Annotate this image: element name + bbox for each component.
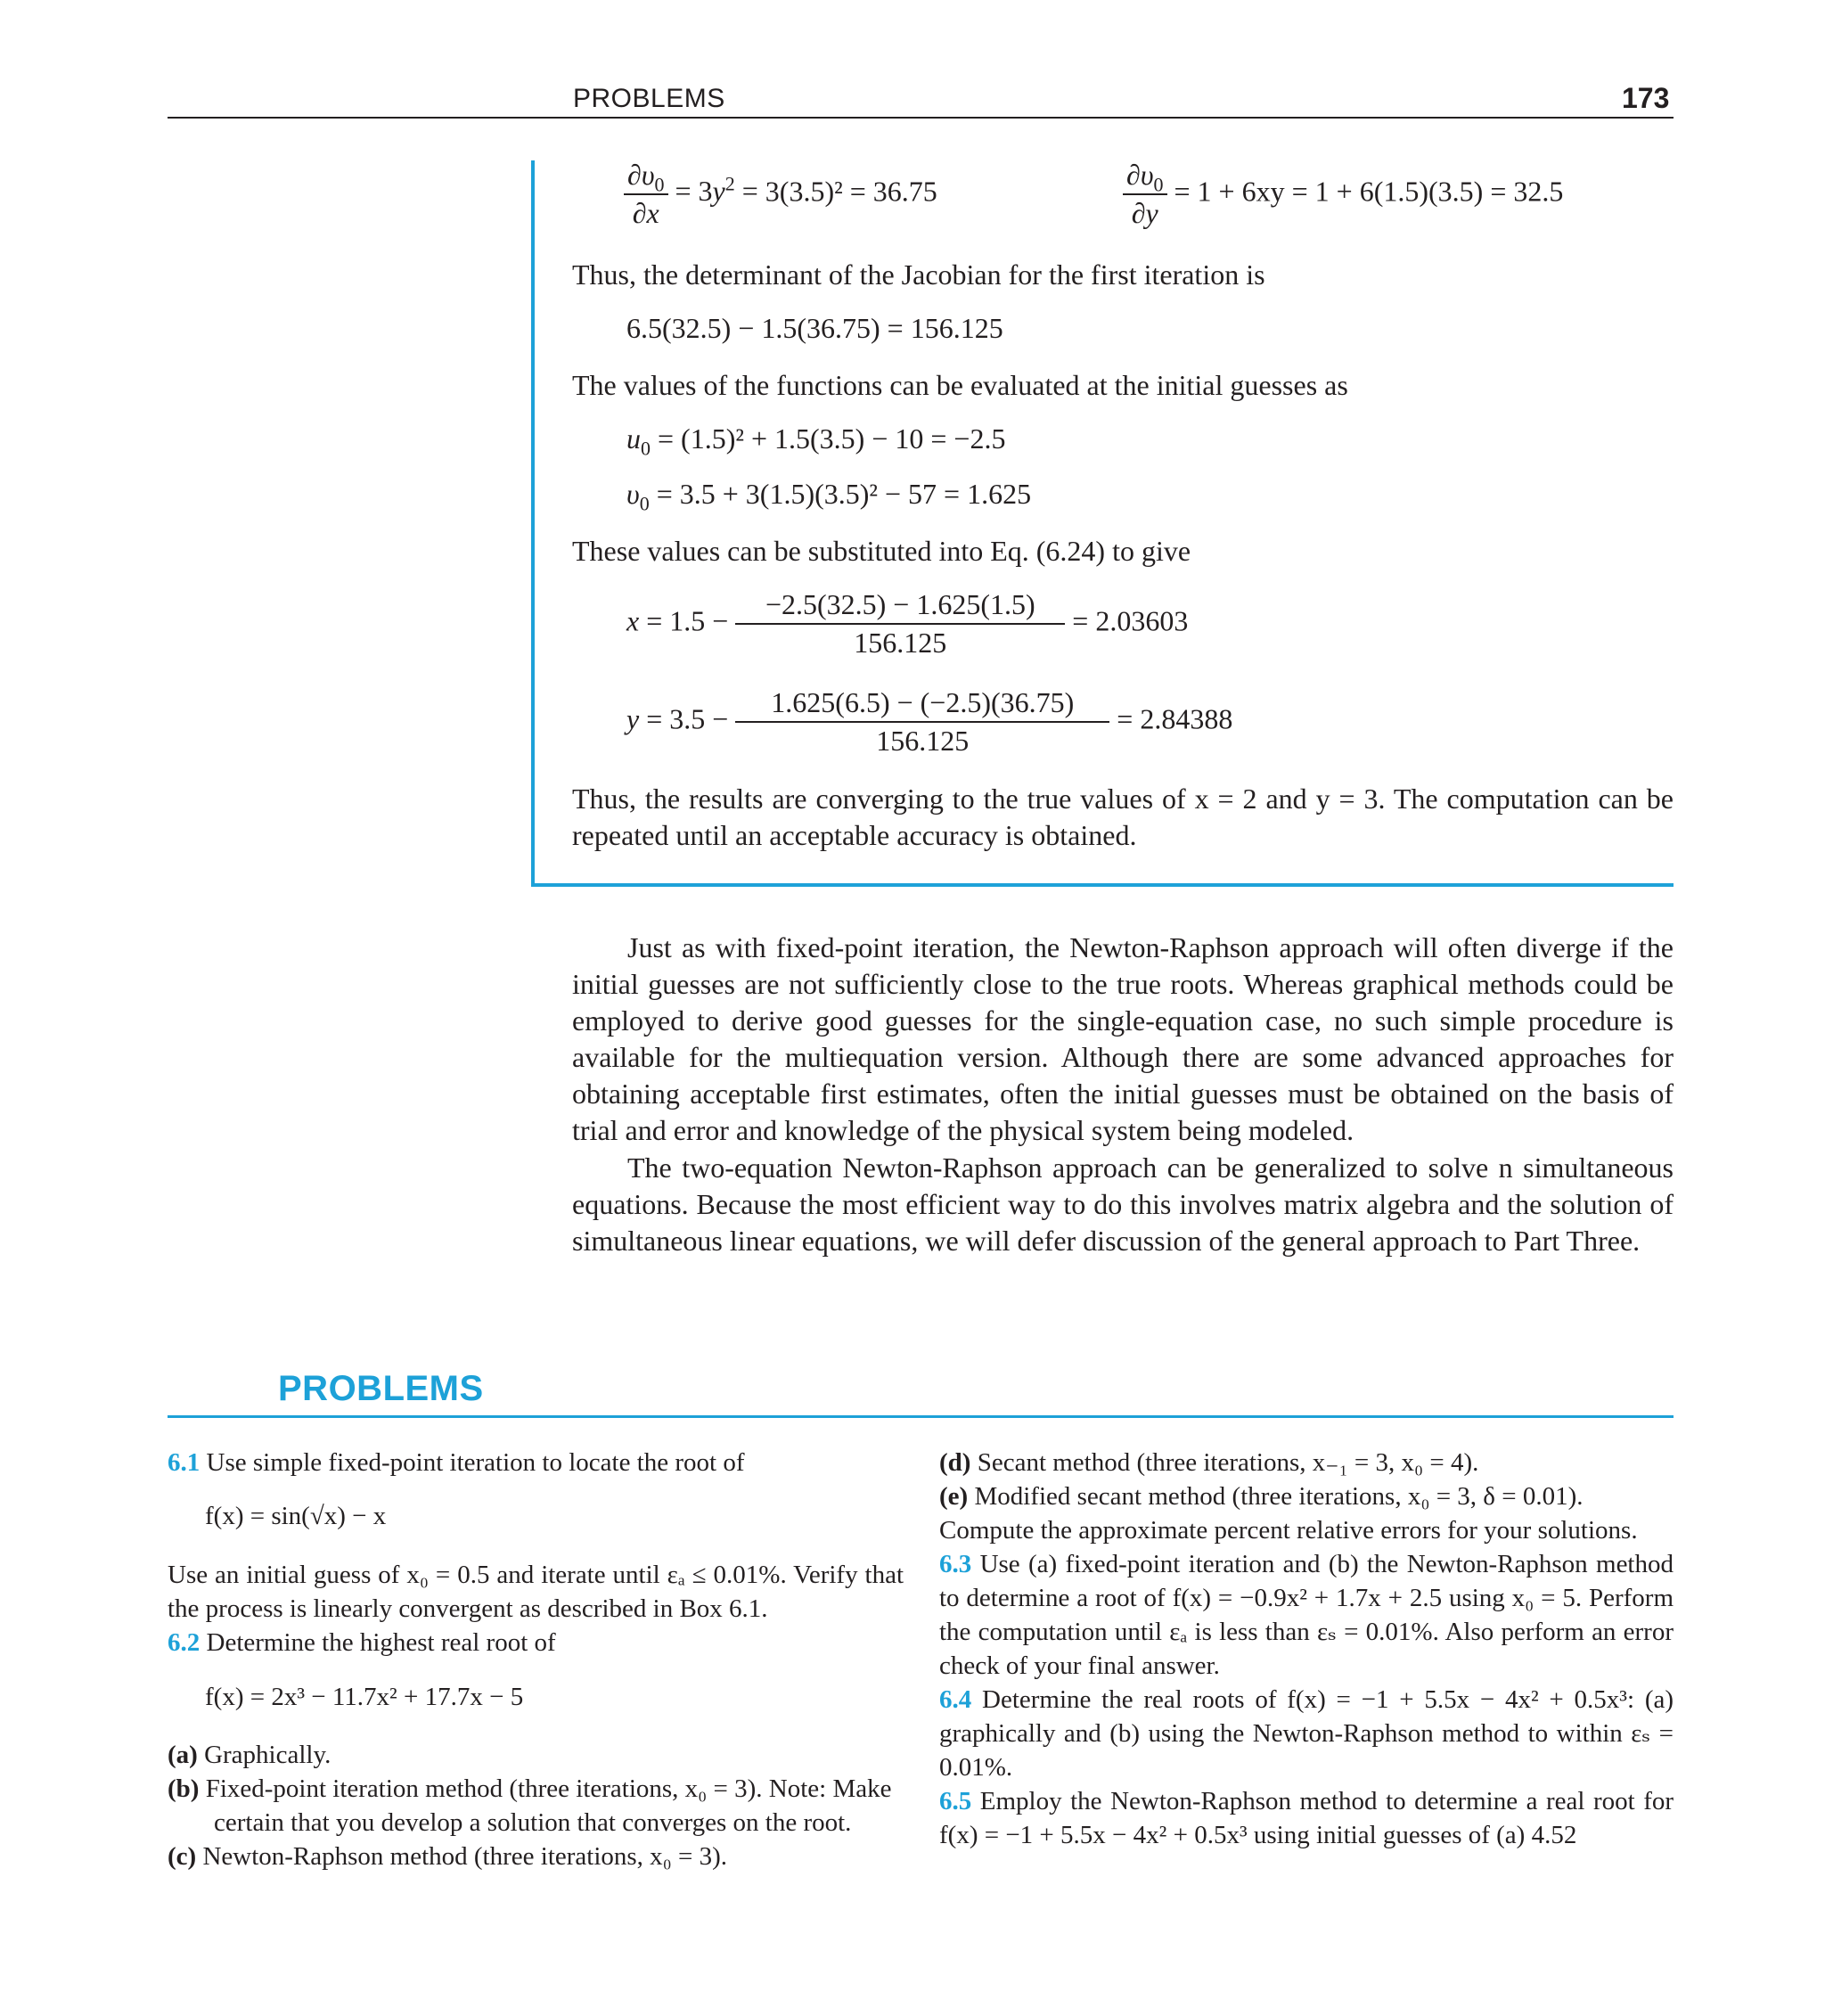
problems-rule bbox=[168, 1415, 1674, 1418]
problem-number: 6.5 bbox=[939, 1787, 972, 1815]
problem-6-2-text: Determine the highest real root of bbox=[206, 1628, 556, 1657]
problem-number: 6.3 bbox=[939, 1550, 972, 1578]
problem-6-3-text: Use (a) fixed-point iteration and (b) the Newton-Raphson method to determine a root of f(x) = −0.9x² + 1.7x + 2.5 using x₀ = 5. Perform the computation until εₐ is less than εₛ = 0.01%. Also perform an error check of your final answer. bbox=[939, 1550, 1674, 1680]
eq-dv-dy: $\frac{\partial\upsilon_0}{\partial y}$ = 1 + 6xy = 1 + 6(1.5)(3.5) = 32.5 bbox=[1123, 159, 1563, 230]
body-paragraph-1: Just as with fixed-point iteration, the Newton-Raphson approach will often diverge if the initial guesses are not sufficiently close to the true roots. Whereas graphical methods could be employed to derive good guesses for the single-equation case, no such simple procedure is available for the multiequation version. Although there are some advanced approaches for obtaining acceptable first estimates, often the initial guesses must be obtained on the basis of trial and error and knowledge of the physical system being modeled. bbox=[572, 931, 1674, 1146]
dv-dy-value: 1 + 6xy = 1 + 6(1.5)(3.5) = 32.5 bbox=[1197, 175, 1564, 208]
body-paragraph-2: The two-equation Newton-Raphson approach can be generalized to solve n simultaneous equations. Because the most efficient way to do this involves matrix algebra and the solution of simultaneous linear equations, we will defer discussion of the general approach to Part Three. bbox=[572, 1151, 1674, 1257]
problem-number: 6.1 bbox=[168, 1448, 201, 1477]
problem-6-4-text: Determine the real roots of f(x) = −1 + 5.5x − 4x² + 0.5x³: (a) graphically and (b) using the Newton-Raphson method to within εₛ = 0.01%. bbox=[939, 1685, 1674, 1782]
header-rule bbox=[168, 117, 1674, 119]
part-a-text: Graphically. bbox=[204, 1741, 331, 1769]
example-box-bottom-rule bbox=[531, 883, 1674, 887]
dv-dy-fraction: $\frac{\partial\upsilon_0}{\partial y}$ bbox=[1123, 159, 1167, 230]
problem-number: 6.4 bbox=[939, 1685, 972, 1714]
eq-v0: $\upsilon_0 = 3.5 + 3(1.5)(3.5)^2 - 57 = 1.625$ bbox=[626, 478, 1032, 515]
problems-heading: PROBLEMS bbox=[278, 1369, 484, 1408]
y-result: = 2.84388 bbox=[1117, 702, 1233, 735]
eq-y-update: y = 3.5 − $\frac{1.625(6.5) - (-2.5)(36.75)}{156.125}$ = 2.84388 bbox=[626, 686, 1233, 757]
x-result: = 2.03603 bbox=[1072, 604, 1189, 637]
problem-6-2-part-b: (b) Fixed-point iteration method (three iterations, x₀ = 3). Note: Make certain that you develop a solution that converges on the root. bbox=[168, 1774, 892, 1837]
part-d-text: Secant method (three iterations, x₋₁ = 3, x₀ = 4). bbox=[977, 1448, 1479, 1477]
dv-dx-value: 3(3.5)² = 36.75 bbox=[765, 175, 937, 208]
problem-6-2-tail: Compute the approximate percent relative errors for your solutions. bbox=[939, 1516, 1638, 1545]
problem-number: 6.2 bbox=[168, 1628, 201, 1657]
problem-6-4 bbox=[939, 1683, 1674, 1784]
problem-6-2-equation: f(x) = 2x³ − 11.7x² + 17.7x − 5 bbox=[205, 1683, 524, 1711]
problem-6-2-part-a: (a) Graphically. bbox=[168, 1741, 331, 1769]
text-substitution: These values can be substituted into Eq. (6.24) to give bbox=[572, 535, 1191, 567]
text-jacobian: Thus, the determinant of the Jacobian for the first iteration is bbox=[572, 258, 1265, 291]
text-conclusion: Thus, the results are converging to the true values of x = 2 and y = 3. The computation can be repeated until an acceptable accuracy is obtained. bbox=[572, 783, 1674, 851]
eq-x-update: x = 1.5 − $\frac{-2.5(32.5) - 1.625(1.5)}{156.125}$ = 2.03603 bbox=[626, 588, 1189, 659]
problem-6-5-text: Employ the Newton-Raphson method to determine a real root for f(x) = −1 + 5.5x − 4x² + 0.5x³ using initial guesses of (a) 4.52 bbox=[939, 1787, 1674, 1849]
problem-6-2-part-c: (c) Newton-Raphson method (three iterations, x₀ = 3). bbox=[168, 1842, 728, 1871]
u0-expression: = (1.5)² + 1.5(3.5) − 10 = −2.5 bbox=[658, 422, 1006, 455]
problem-6-3 bbox=[939, 1547, 1674, 1683]
problem-6-1-equation: f(x) = sin(√x) − x bbox=[205, 1502, 387, 1530]
example-box-left-rule bbox=[531, 160, 535, 887]
y-numerator: 1.625(6.5) − (−2.5)(36.75) bbox=[735, 686, 1109, 723]
eq-u0: $u_0 = (1.5)^2 + 1.5(3.5) - 10 = -2.5$ bbox=[626, 422, 1006, 460]
problem-6-1-text: Use simple fixed-point iteration to locate the root of bbox=[206, 1448, 745, 1477]
x-numerator: −2.5(32.5) − 1.625(1.5) bbox=[735, 588, 1065, 625]
problem-6-1 bbox=[168, 1446, 904, 1479]
text-function-values: The values of the functions can be evaluated at the initial guesses as bbox=[572, 369, 1348, 401]
problem-6-5 bbox=[939, 1784, 1674, 1852]
v0-expression: = 3.5 + 3(1.5)(3.5)² − 57 = 1.625 bbox=[656, 478, 1032, 510]
problem-6-2-part-d: (d) Secant method (three iterations, x₋₁ = 3, x₀ = 4). bbox=[939, 1448, 1479, 1477]
problem-6-2 bbox=[168, 1626, 904, 1660]
page-number: 173 bbox=[1622, 82, 1670, 114]
problem-6-2-part-e: (e) Modified secant method (three iterations, x₀ = 3, δ = 0.01). bbox=[939, 1482, 1584, 1511]
part-e-text: Modified secant method (three iterations, x₀ = 3, δ = 0.01). bbox=[974, 1482, 1584, 1511]
part-c-text: Newton-Raphson method (three iterations, x₀ = 3). bbox=[202, 1842, 728, 1871]
problem-6-1-text-2: Use an initial guess of x₀ = 0.5 and iterate until εₐ ≤ 0.01%. Verify that the process is linearly convergent as described in Box 6.1. bbox=[168, 1561, 904, 1623]
part-b-text: Fixed-point iteration method (three iterations, x₀ = 3). Note: Make certain that you develop a solution that converges on the root. bbox=[205, 1774, 892, 1837]
running-head: PROBLEMS bbox=[573, 84, 725, 113]
dv-dx-fraction: $\frac{\partial\upsilon_0}{\partial x}$ bbox=[624, 159, 668, 230]
eq-determinant: 6.5(32.5) − 1.5(36.75) = 156.125 bbox=[626, 312, 1003, 344]
y-denominator: 156.125 bbox=[876, 725, 970, 757]
x-denominator: 156.125 bbox=[854, 627, 947, 659]
eq-dv-dx: $\frac{\partial\upsilon_0}{\partial x}$ = $3y^2 = 3(3.5)^2 = 36.75$ bbox=[624, 159, 937, 230]
